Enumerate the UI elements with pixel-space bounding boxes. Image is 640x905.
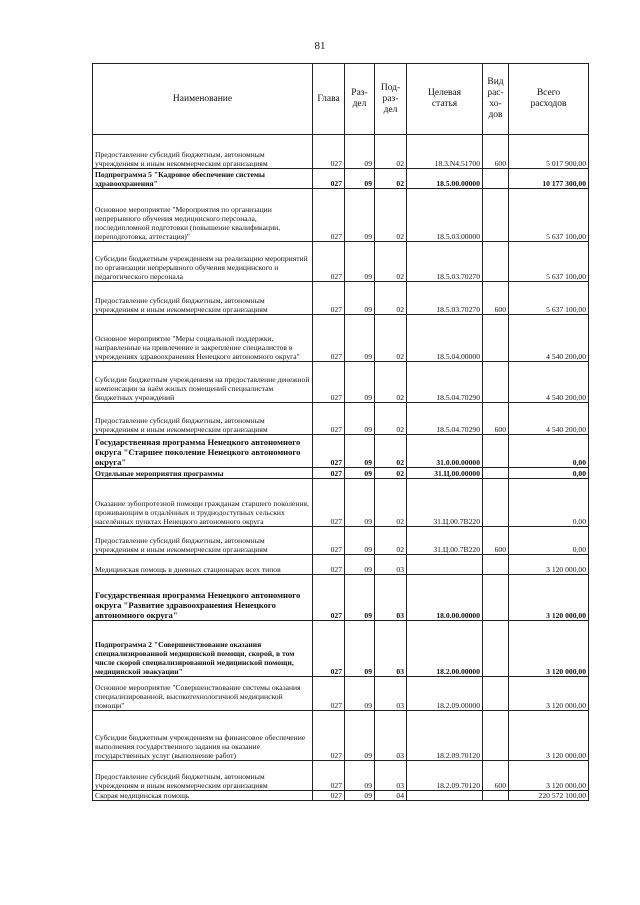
row-section: 09	[345, 315, 375, 362]
row-chapter: 027	[313, 555, 345, 575]
row-subsection: 02	[375, 479, 407, 527]
row-section: 09	[345, 282, 375, 315]
row-type	[483, 791, 509, 801]
row-type	[483, 621, 509, 677]
row-section: 09	[345, 403, 375, 435]
row-type	[483, 468, 509, 479]
row-total: 4 540 200,00	[509, 315, 589, 362]
row-section: 09	[345, 761, 375, 791]
header-total: Всего расходов	[509, 64, 589, 135]
header-chapter: Глава	[313, 64, 345, 135]
row-name: Предоставление субсидий бюджетным, автономным учреждениям и иным некоммерческим организациям	[93, 282, 313, 315]
row-total: 0,00	[509, 435, 589, 468]
table-row	[93, 362, 589, 403]
row-total: 3 120 000,00	[509, 621, 589, 677]
row-subsection: 02	[375, 135, 407, 169]
row-target: 18.5.04.70290	[407, 403, 483, 435]
table-row	[93, 575, 589, 621]
row-chapter: 027	[313, 282, 345, 315]
row-chapter: 027	[313, 621, 345, 677]
row-name: Государственная программа Ненецкого автономного округа "Развитие здравоохранения Ненецкого автономного округа"	[93, 575, 313, 621]
row-section: 09	[345, 479, 375, 527]
table-row	[93, 555, 589, 575]
row-subsection: 02	[375, 282, 407, 315]
row-section: 09	[345, 435, 375, 468]
row-section: 09	[345, 242, 375, 282]
row-name: Подпрограмма 5 "Кадровое обеспечение системы здравоохранения"	[93, 169, 313, 189]
row-total: 0,00	[509, 479, 589, 527]
row-name: Предоставление субсидий бюджетным, автономным учреждениям и иным некоммерческим организациям	[93, 403, 313, 435]
row-type	[483, 711, 509, 761]
row-name: Скорая медицинская помощь	[93, 791, 313, 801]
row-total: 3 120 000,00	[509, 711, 589, 761]
page-number: 81	[314, 40, 326, 52]
row-subsection: 02	[375, 315, 407, 362]
row-name: Подпрограмма 2 "Совершенствование оказания специализированной медицинской помощи, скорой, в том числе скорой специализированной медицинской помощи, медицинской эвакуации"	[93, 621, 313, 677]
table-row	[93, 435, 589, 468]
table-row	[93, 621, 589, 677]
row-section: 09	[345, 468, 375, 479]
row-target: 18.0.00.00000	[407, 575, 483, 621]
row-section: 09	[345, 621, 375, 677]
row-section: 09	[345, 791, 375, 801]
row-target: 18.2.00.00000	[407, 621, 483, 677]
row-subsection: 02	[375, 362, 407, 403]
row-target: 31.Ц.00.7В220	[407, 527, 483, 555]
row-subsection: 03	[375, 711, 407, 761]
table-row	[93, 189, 589, 242]
row-chapter: 027	[313, 468, 345, 479]
row-chapter: 027	[313, 315, 345, 362]
row-chapter: 027	[313, 479, 345, 527]
row-subsection: 02	[375, 189, 407, 242]
row-name: Основное мероприятие "Совершенствование системы оказания специализированной, высокотехнологичной медицинской помощи"	[93, 677, 313, 711]
row-name: Оказание зубопротезной помощи гражданам старшего поколения, проживающим в отдалённых и труднодоступных сельских населённых пунктах Ненецкого автономного округа	[93, 479, 313, 527]
row-chapter: 027	[313, 677, 345, 711]
row-subsection: 02	[375, 527, 407, 555]
header-target: Целевая статья	[407, 64, 483, 135]
row-type	[483, 315, 509, 362]
row-chapter: 027	[313, 791, 345, 801]
row-target: 18.2.09.00000	[407, 677, 483, 711]
row-total: 4 540 200,00	[509, 403, 589, 435]
row-type	[483, 555, 509, 575]
row-section: 09	[345, 677, 375, 711]
table-row	[93, 527, 589, 555]
row-target: 31.Ц.00.7В220	[407, 479, 483, 527]
row-name: Субсидии бюджетным учреждениям на реализацию мероприятий по организации непрерывного обучения медицинского и педагогического персонала	[93, 242, 313, 282]
row-name: Субсидии бюджетным учреждениям на финансовое обеспечение выполнения государственного задания на оказание государственных услуг (выполнение работ)	[93, 711, 313, 761]
row-type	[483, 362, 509, 403]
row-target: 18.5.03.70270	[407, 282, 483, 315]
row-type	[483, 242, 509, 282]
row-type: 600	[483, 135, 509, 169]
row-total: 5 637 100,00	[509, 282, 589, 315]
row-chapter: 027	[313, 435, 345, 468]
row-name: Субсидии бюджетным учреждениям на предоставление денежной компенсации за наём жилых помещений специалистам бюджетных учреждений	[93, 362, 313, 403]
row-chapter: 027	[313, 575, 345, 621]
row-section: 09	[345, 575, 375, 621]
table-row	[93, 468, 589, 479]
row-total: 5 637 100,00	[509, 242, 589, 282]
row-total: 4 540 200,00	[509, 362, 589, 403]
row-target: 18.5.04.70290	[407, 362, 483, 403]
row-target: 18.5.04.00000	[407, 315, 483, 362]
row-section: 09	[345, 169, 375, 189]
row-subsection: 03	[375, 555, 407, 575]
row-subsection: 03	[375, 621, 407, 677]
table-row	[93, 242, 589, 282]
row-chapter: 027	[313, 761, 345, 791]
table-row	[93, 315, 589, 362]
row-type	[483, 575, 509, 621]
row-section: 09	[345, 555, 375, 575]
row-chapter: 027	[313, 527, 345, 555]
row-total: 10 177 300,00	[509, 169, 589, 189]
row-chapter: 027	[313, 711, 345, 761]
row-total: 3 120 000,00	[509, 575, 589, 621]
table-row	[93, 135, 589, 169]
row-subsection: 03	[375, 761, 407, 791]
row-total: 0,00	[509, 527, 589, 555]
row-target: 18.5.03.00000	[407, 189, 483, 242]
row-type	[483, 479, 509, 527]
row-type	[483, 169, 509, 189]
header-name: Наименование	[93, 64, 313, 135]
row-name: Медицинская помощь в дневных стационарах всех типов	[93, 555, 313, 575]
row-type	[483, 189, 509, 242]
row-chapter: 027	[313, 362, 345, 403]
table-header-row	[93, 64, 589, 135]
row-target	[407, 791, 483, 801]
row-target: 18.2.09.70120	[407, 711, 483, 761]
row-subsection: 02	[375, 435, 407, 468]
row-type	[483, 435, 509, 468]
row-target: 18.3.N4.51700	[407, 135, 483, 169]
row-target: 18.5.00.00000	[407, 169, 483, 189]
row-total: 3 120 000,00	[509, 555, 589, 575]
table-row	[93, 791, 589, 801]
row-chapter: 027	[313, 169, 345, 189]
row-type	[483, 677, 509, 711]
row-total: 5 637 100,00	[509, 189, 589, 242]
row-name: Предоставление субсидий бюджетным, автономным учреждениям и иным некоммерческим организациям	[93, 761, 313, 791]
row-section: 09	[345, 135, 375, 169]
header-section: Раз- дел	[345, 64, 375, 135]
row-target	[407, 555, 483, 575]
row-name: Государственная программа Ненецкого автономного округа "Старшее поколение Ненецкого автономного округа"	[93, 435, 313, 468]
row-target: 31.0.00.00000	[407, 435, 483, 468]
row-chapter: 027	[313, 403, 345, 435]
header-type: Вид рас- хо- дов	[483, 64, 509, 135]
table-row	[93, 403, 589, 435]
row-section: 09	[345, 189, 375, 242]
row-total: 0,00	[509, 468, 589, 479]
row-section: 09	[345, 527, 375, 555]
row-name: Предоставление субсидий бюджетным, автономным учреждениям и иным некоммерческим организациям	[93, 135, 313, 169]
budget-table	[92, 63, 589, 801]
header-subsection: Под- раз- дел	[375, 64, 407, 135]
row-section: 09	[345, 711, 375, 761]
row-subsection: 02	[375, 468, 407, 479]
row-subsection: 04	[375, 791, 407, 801]
row-chapter: 027	[313, 189, 345, 242]
row-subsection: 03	[375, 677, 407, 711]
table-row	[93, 677, 589, 711]
row-name: Основное мероприятие "Меры социальной поддержки, направленные на привлечение и закрепление специалистов в учреждениях здравоохранения Ненецкого автономного округа"	[93, 315, 313, 362]
row-name: Основное мероприятие "Мероприятия по организации непрерывного обучения медицинского персонала, последипломной подготовки (повышение квалификации, переподготовка, аттестация)"	[93, 189, 313, 242]
table-row	[93, 711, 589, 761]
row-type: 600	[483, 403, 509, 435]
row-total: 3 120 000,00	[509, 677, 589, 711]
row-subsection: 02	[375, 242, 407, 282]
row-total: 5 017 900,00	[509, 135, 589, 169]
row-total: 3 120 000,00	[509, 761, 589, 791]
table-row	[93, 282, 589, 315]
row-target: 31.Ц.00.00000	[407, 468, 483, 479]
row-chapter: 027	[313, 242, 345, 282]
row-type: 600	[483, 282, 509, 315]
row-section: 09	[345, 362, 375, 403]
row-total: 220 572 100,00	[509, 791, 589, 801]
row-name: Отдельные мероприятия программы	[93, 468, 313, 479]
row-subsection: 02	[375, 169, 407, 189]
table-row	[93, 479, 589, 527]
table-body	[93, 135, 589, 801]
table-row	[93, 761, 589, 791]
row-name: Предоставление субсидий бюджетным, автономным учреждениям и иным некоммерческим организациям	[93, 527, 313, 555]
row-chapter: 027	[313, 135, 345, 169]
row-subsection: 03	[375, 575, 407, 621]
row-target: 18.2.09.70120	[407, 761, 483, 791]
table-row	[93, 169, 589, 189]
row-type: 600	[483, 527, 509, 555]
row-target: 18.5.03.70270	[407, 242, 483, 282]
row-subsection: 02	[375, 403, 407, 435]
row-type: 600	[483, 761, 509, 791]
